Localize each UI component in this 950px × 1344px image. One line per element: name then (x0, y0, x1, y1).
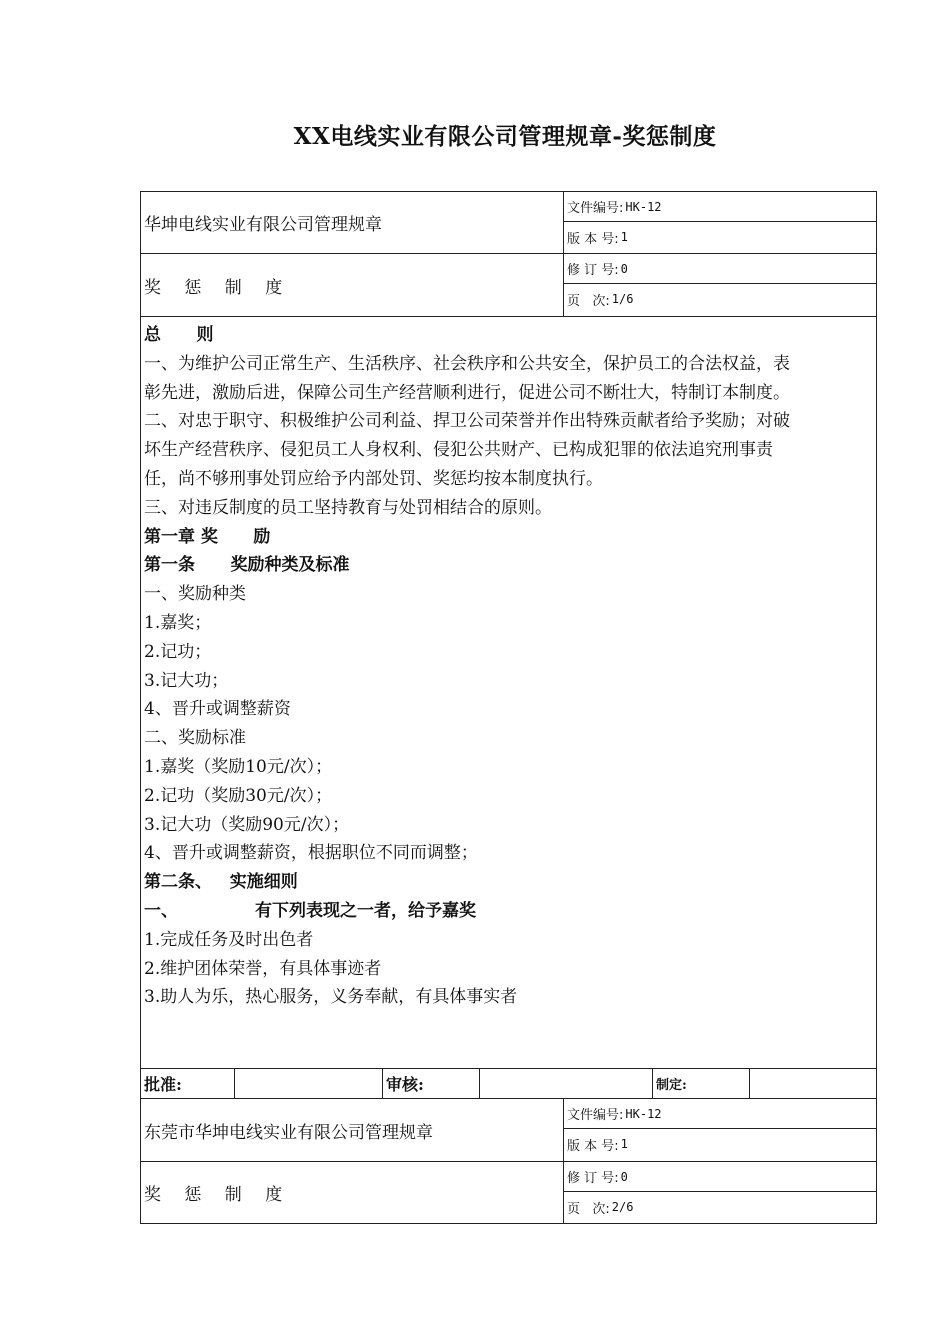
review-label: 审核: (383, 1069, 480, 1098)
revision-cell (564, 1162, 876, 1192)
page-value: 2/6 (611, 1200, 634, 1214)
page-cell (564, 284, 876, 314)
regulation-body (144, 321, 876, 1012)
page-label: 页 次: (567, 1201, 610, 1217)
paragraph-line: 三、对违反制度的员工坚持教育与处罚相结合的原则。 (144, 497, 552, 518)
list-item: 4、晋升或调整薪资 (144, 699, 291, 720)
page-cell (564, 1192, 876, 1222)
header-row-company (141, 192, 876, 254)
doc-number-cell (564, 192, 876, 222)
revision-label: 修 订 号: (567, 263, 619, 278)
version-value: 1 (620, 1137, 628, 1151)
approve-field (235, 1069, 383, 1098)
list-item: 2.记功（奖励30元/次）； (144, 785, 333, 806)
revision-value: 0 (620, 261, 628, 276)
header2-row-subject (141, 1162, 876, 1223)
doc-number-label: 文件编号: (567, 1108, 624, 1123)
list-item: 2.记功； (144, 641, 212, 662)
sub-heading: 一、 有下列表现之一者，给予嘉奖 (144, 900, 476, 921)
list-item: 1.嘉奖（奖励10元/次）； (144, 756, 333, 777)
header2-company-name: 东莞市华坤电线实业有限公司管理规章 (141, 1099, 564, 1161)
doc-number-value: HK-12 (625, 1106, 662, 1121)
list-item: 3.助人为乐，热心服务，义务奉献，有具体事实者 (144, 987, 518, 1008)
paragraph-line: 二、对忠于职守、积极维护公司利益、捍卫公司荣誉并作出特殊贡献者给予奖励；对破 (144, 411, 790, 432)
version-label: 版 本 号: (567, 1138, 619, 1154)
section-heading: 总 则 (144, 325, 214, 345)
version-value: 1 (620, 230, 628, 244)
version-label: 版 本 号: (567, 231, 619, 247)
version-cell (564, 1129, 876, 1159)
prepare-label: 制定: (653, 1069, 750, 1098)
list-item: 二、奖励标准 (144, 728, 246, 749)
revision-label: 修 订 号: (567, 1171, 619, 1186)
list-item: 3.记大功； (144, 670, 229, 691)
doc-number-label: 文件编号: (567, 201, 624, 216)
page-label: 页 次: (567, 293, 610, 309)
list-item: 1.嘉奖； (144, 612, 212, 633)
document-title: XX电线实业有限公司管理规章-奖惩制度 (293, 123, 717, 150)
paragraph-line: 一、为维护公司正常生产、生活秩序、社会秩序和公共安全，保护员工的合法权益，表 (144, 353, 790, 374)
header-row-subject (141, 254, 876, 317)
doc-number-value: HK-12 (625, 199, 662, 214)
list-item: 1.完成任务及时出色者 (144, 929, 314, 950)
header-subject: 奖 惩 制 度 (141, 254, 564, 316)
prepare-field (750, 1069, 876, 1098)
paragraph-line: 彰先进，激励后进，保障公司生产经营顺利进行，促进公司不断壮大，特制订本制度。 (144, 382, 790, 403)
list-item: 2.维护团体荣誉，有具体事迹者 (144, 958, 382, 979)
revision-cell (564, 254, 876, 284)
page-value: 1/6 (611, 292, 634, 306)
review-field (480, 1069, 653, 1098)
article-heading: 第一条 奖励种类及标准 (144, 555, 350, 576)
list-item: 4、晋升或调整薪资，根据职位不同而调整； (144, 843, 478, 864)
header2-row-company (141, 1099, 876, 1162)
list-item: 一、奖励种类 (144, 584, 246, 605)
chapter-heading: 第一章 奖 励 (144, 526, 271, 547)
list-item: 3.记大功（奖励90元/次）； (144, 814, 350, 835)
article-heading: 第二条、 实施细则 (144, 872, 298, 893)
paragraph-line: 任，尚不够刑事处罚应给予内部处罚、奖惩均按本制度执行。 (144, 468, 603, 489)
header-company-name: 华坤电线实业有限公司管理规章 (141, 192, 564, 253)
version-cell (564, 222, 876, 252)
signature-row (141, 1068, 876, 1099)
document-table (140, 191, 877, 1224)
doc-number-cell (564, 1099, 876, 1129)
header2-subject: 奖 惩 制 度 (141, 1162, 564, 1223)
revision-value: 0 (620, 1169, 628, 1184)
approve-label: 批准: (141, 1069, 235, 1098)
paragraph-line: 坏生产经营秩序、侵犯员工人身权利、侵犯公共财产、已构成犯罪的依法追究刑事责 (144, 440, 773, 461)
